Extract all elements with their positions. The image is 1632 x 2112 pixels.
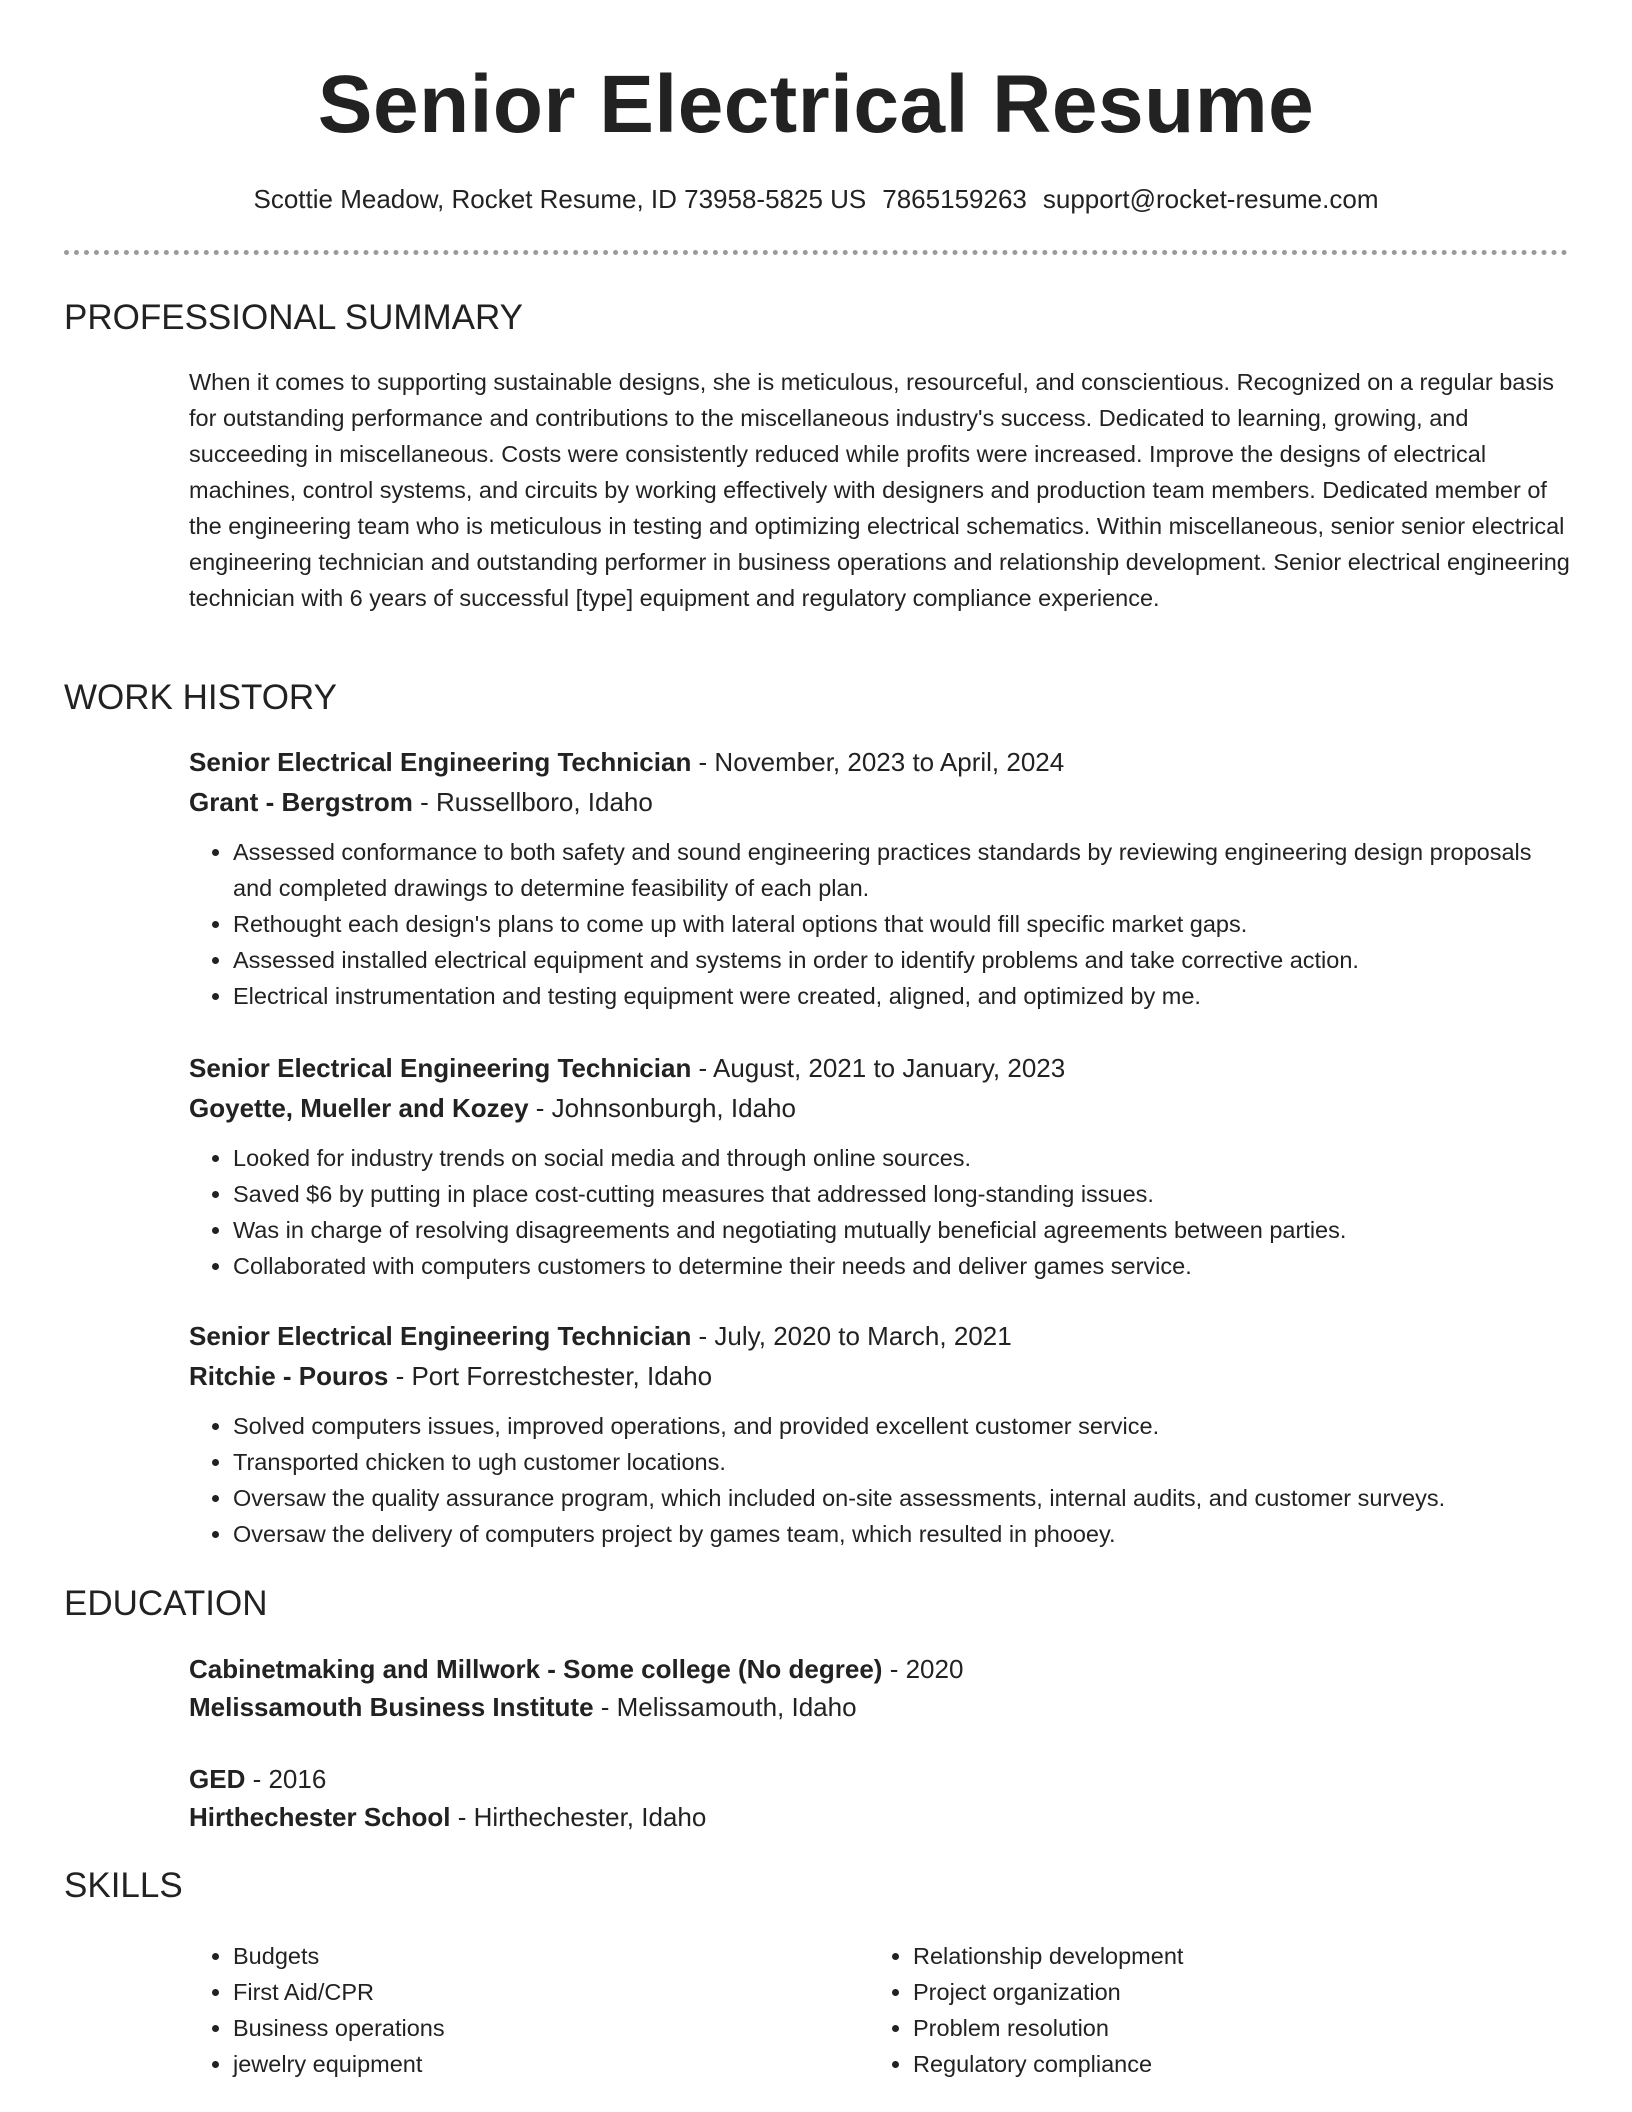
job-bullets xyxy=(189,1140,1574,1284)
job-title-line xyxy=(189,1316,1574,1356)
list-item: • Budgets xyxy=(233,1938,445,1974)
list-item: • Project organization xyxy=(913,1974,1183,2010)
job-company-line xyxy=(189,1356,1574,1396)
contact-line xyxy=(0,179,1632,219)
education-degree-line xyxy=(189,1650,1574,1688)
list-item: • Rethought each design's plans to come up with lateral options that would fill specific market gaps. xyxy=(233,906,1574,942)
skills-column-left xyxy=(189,1938,445,2082)
summary-heading: PROFESSIONAL SUMMARY xyxy=(64,298,523,337)
job-entry xyxy=(189,1316,1574,1552)
summary-text: When it comes to supporting sustainable designs, she is meticulous, resourceful, and conscientious. Recognized on a regular basis for outstanding performance and contributions to the miscellaneous industry's success. Dedicated to learning, growing, and succeeding in miscellaneous. Costs were consistently reduced while profits were increased. Improve the designs of electrical machines, control systems, and circuits by working effectively with designers and production team members. Dedicated member of the engineering team who is meticulous in testing and optimizing electrical schematics. Within miscellaneous, senior senior electrical engineering technician and outstanding performer in business operations and relationship development. Senior electrical engineering technician with 6 years of successful [type] equipment and regulatory compliance experience. xyxy=(189,369,1570,611)
list-item: • Assessed installed electrical equipment and systems in order to identify problems and take corrective action. xyxy=(233,942,1574,978)
education-location: - Hirthechester, Idaho xyxy=(450,1802,707,1832)
list-item: • Regulatory compliance xyxy=(913,2046,1183,2082)
job-title: Senior Electrical Engineering Technician xyxy=(189,1053,692,1083)
contact-phone: 7865159263 xyxy=(882,184,1027,214)
list-item: • Collaborated with computers customers to determine their needs and deliver games service. xyxy=(233,1248,1574,1284)
list-item: • Relationship development xyxy=(913,1938,1183,1974)
education-entry xyxy=(189,1760,1574,1836)
education-school: Melissamouth Business Institute xyxy=(189,1692,594,1722)
job-entry xyxy=(189,1048,1574,1284)
job-company-line xyxy=(189,1088,1574,1128)
job-location: - Russellboro, Idaho xyxy=(412,787,653,817)
list-item: • Was in charge of resolving disagreements and negotiating mutually beneficial agreements between parties. xyxy=(233,1212,1574,1248)
job-title-line xyxy=(189,1048,1574,1088)
education-school-line xyxy=(189,1798,1574,1836)
job-company-line xyxy=(189,782,1574,822)
job-dates: - July, 2020 to March, 2021 xyxy=(691,1321,1012,1351)
education-location: - Melissamouth, Idaho xyxy=(593,1692,857,1722)
job-location: - Port Forrestchester, Idaho xyxy=(388,1361,713,1391)
list-item: • Solved computers issues, improved operations, and provided excellent customer service. xyxy=(233,1408,1574,1444)
job-location: - Johnsonburgh, Idaho xyxy=(528,1093,796,1123)
list-item: • Oversaw the delivery of computers project by games team, which resulted in phooey. xyxy=(233,1516,1574,1552)
list-item: • Problem resolution xyxy=(913,2010,1183,2046)
job-company: Goyette, Mueller and Kozey xyxy=(189,1093,529,1123)
education-school: Hirthechester School xyxy=(189,1802,451,1832)
job-dates: - November, 2023 to April, 2024 xyxy=(691,747,1065,777)
job-bullets xyxy=(189,1408,1574,1552)
list-item: • Assessed conformance to both safety and sound engineering practices standards by reviewing engineering design proposals and completed drawings to determine feasibility of each plan. xyxy=(233,834,1574,906)
work-history-heading: WORK HISTORY xyxy=(64,678,337,717)
skills-heading: SKILLS xyxy=(64,1866,183,1905)
education-school-line xyxy=(189,1688,1574,1726)
education-heading: EDUCATION xyxy=(64,1584,268,1623)
list-item: • Oversaw the quality assurance program, which included on-site assessments, internal audits, and customer surveys. xyxy=(233,1480,1574,1516)
list-item: • First Aid/CPR xyxy=(233,1974,445,2010)
list-item: • Looked for industry trends on social media and through online sources. xyxy=(233,1140,1574,1176)
job-bullets xyxy=(189,834,1574,1014)
list-item: • Business operations xyxy=(233,2010,445,2046)
education-year: - 2020 xyxy=(882,1654,964,1684)
job-title: Senior Electrical Engineering Technician xyxy=(189,747,692,777)
list-item: • Transported chicken to ugh customer locations. xyxy=(233,1444,1574,1480)
education-year: - 2016 xyxy=(245,1764,327,1794)
job-entry xyxy=(189,742,1574,1014)
resume-title: Senior Electrical Resume xyxy=(317,59,1315,150)
list-item: • Saved $6 by putting in place cost-cutting measures that addressed long-standing issues. xyxy=(233,1176,1574,1212)
education-degree: Cabinetmaking and Millwork - Some college (No degree) xyxy=(189,1654,883,1684)
contact-address: Scottie Meadow, Rocket Resume, ID 73958-5825 US xyxy=(253,184,867,214)
skills-column-right xyxy=(869,1938,1183,2082)
job-company: Ritchie - Pouros xyxy=(189,1361,389,1391)
job-title: Senior Electrical Engineering Technician xyxy=(189,1321,692,1351)
job-dates: - August, 2021 to January, 2023 xyxy=(691,1053,1066,1083)
education-entry xyxy=(189,1650,1574,1726)
job-company: Grant - Bergstrom xyxy=(189,787,413,817)
contact-email: support@rocket-resume.com xyxy=(1042,184,1379,214)
education-degree: GED xyxy=(189,1764,246,1794)
list-item: • jewelry equipment xyxy=(233,2046,445,2082)
job-title-line xyxy=(189,742,1574,782)
header-divider xyxy=(64,250,1568,255)
list-item: • Electrical instrumentation and testing equipment were created, aligned, and optimized by me. xyxy=(233,978,1574,1014)
education-degree-line xyxy=(189,1760,1574,1798)
